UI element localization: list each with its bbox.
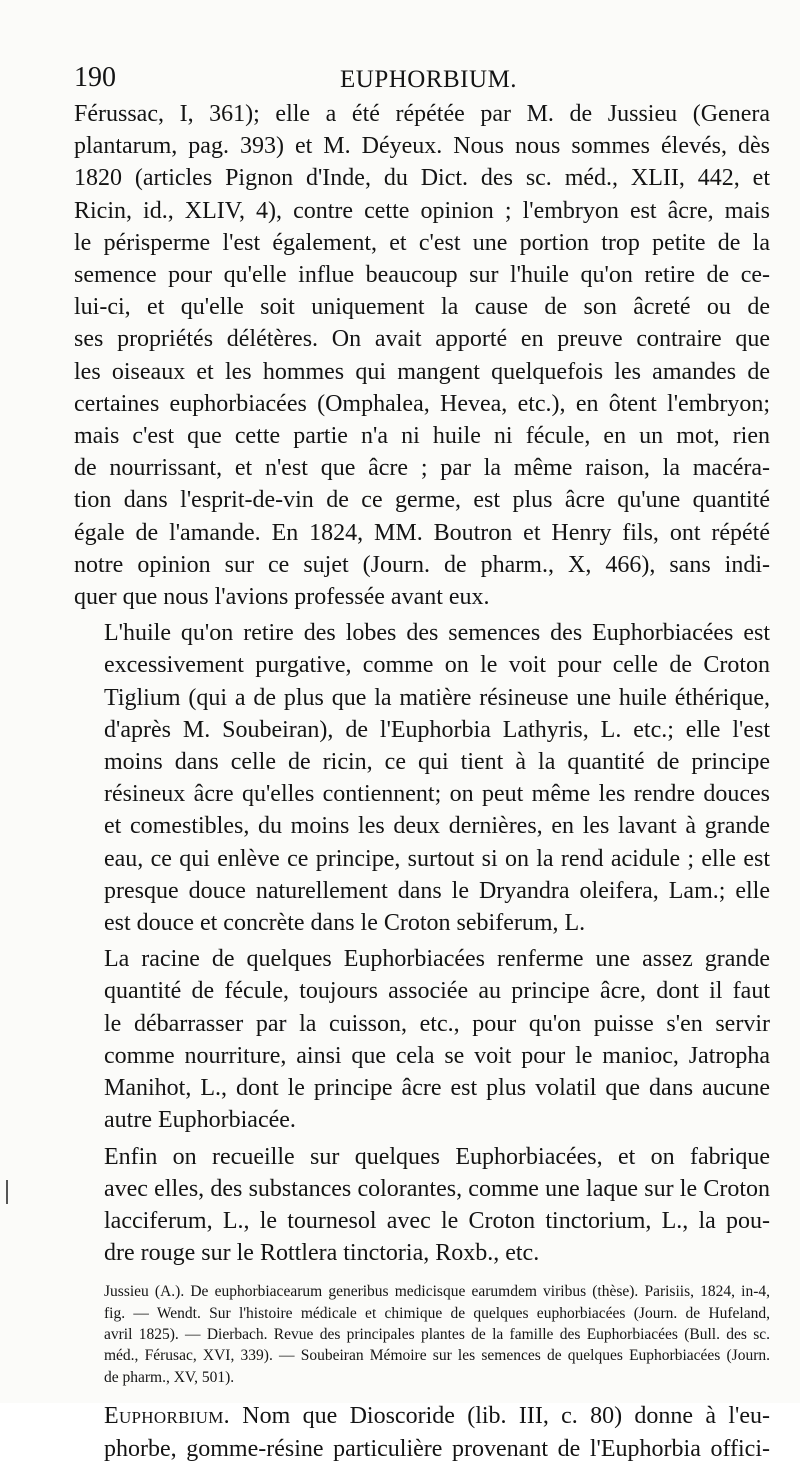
text-line: Tiglium (qui a de plus que la matière résineuse une huile éthérique, [104,684,770,711]
page-content [74,98,770,1466]
footnote-line: de pharm., XV, 501). [104,1368,235,1386]
text-line: lacciferum, L., le tournesol avec le Croton tinctorium, L., la pou- [104,1207,770,1234]
dictionary-entry [74,1400,770,1466]
text-line: plantarum, pag. 393) et M. Déyeux. Nous nous sommes élevés, dès [74,133,770,160]
text-line: eau, ce qui enlève ce principe, surtout si on la rend acidule ; elle est [104,845,770,872]
text-line: certaines euphorbiacées (Omphalea, Hevea, etc.), en ôtent l'embryon; [74,390,770,417]
text-line: le débarrasser par la cuisson, etc., pour qu'on puisse s'en servir [104,1010,770,1037]
text-line: quantité de fécule, toujours associée au principe âcre, dont il faut [104,978,770,1005]
text-line: notre opinion sur ce sujet (Journ. de pharm., X, 466), sans indi- [74,551,770,578]
text-line: dre rouge sur le Rottlera tinctoria, Roxb., etc. [104,1240,540,1267]
text-line: comme nourriture, ainsi que cela se voit pour le manioc, Jatropha [104,1042,770,1069]
text-line: phorbe, gomme-résine particulière provenant de l'Euphorbia offici- [104,1435,770,1462]
text-line: d'après M. Soubeiran), de l'Euphorbia Lathyris, L. etc.; elle l'est [104,716,770,743]
text-line: avec elles, des substances colorantes, comme une laque sur le Croton [104,1175,770,1202]
text-line: quer que nous l'avions professée avant eux. [74,584,490,611]
text-line: le périsperme l'est également, et c'est une portion trop petite de la [74,229,770,256]
footnote-line: avril 1825). — Dierbach. Revue des principales plantes de la famille des Euphorbiacées (Bull. des sc. [104,1325,770,1343]
paragraph-racine [74,943,770,1136]
entry-headword: Euphorbium. [104,1402,230,1429]
paragraph-continuation [74,98,770,613]
page-header [74,60,774,96]
text-line [74,1400,770,1433]
text-line: égale de l'amande. En 1824, MM. Boutron et Henry fils, ont répété [74,519,770,546]
text-line: les oiseaux et les hommes qui mangent quelquefois les amandes de [74,358,770,385]
entry-text: Nom que Dioscoride (lib. III, c. 80) donne à l'eu- [229,1402,770,1429]
footnote-line: méd., Férusac, XVI, 339). — Soubeiran Mémoire sur les semences de quelques Euphorbiacées (Journ. [104,1347,770,1365]
footnote-line: fig. — Wendt. Sur l'histoire médicale et chimique de quelques euphorbiacées (Journ. de Hufeland, [104,1304,770,1322]
text-line: lui-ci, et qu'elle soit uniquement la cause de son âcreté ou de [74,294,770,321]
bibliography-footnote [74,1281,770,1387]
text-line: 1820 (articles Pignon d'Inde, du Dict. des sc. méd., XLII, 442, et [74,165,770,192]
text-line: moins dans celle de ricin, ce qui tient à la quantité de principe [104,749,770,776]
running-head: EUPHORBIUM. [340,66,518,93]
text-line: résineux âcre qu'elles contiennent; on peut même les rendre douces [104,781,770,808]
text-line: est douce et concrète dans le Croton sebiferum, L. [104,910,586,937]
text-line: Férussac, I, 361); elle a été répétée par M. de Jussieu (Genera [74,101,770,127]
text-line: La racine de quelques Euphorbiacées renferme une assez grande [104,946,770,973]
text-line: de nourrissant, et n'est que âcre ; par la même raison, la macéra- [74,455,770,482]
text-line: semence pour qu'elle influe beaucoup sur l'huile qu'on retire de ce- [74,262,770,289]
text-line: et comestibles, du moins les deux dernières, en les lavant à grande [104,813,770,840]
text-line: tion dans l'esprit-de-vin de ce germe, est plus âcre qu'une quantité [74,487,770,514]
text-line: presque douce naturellement dans le Dryandra oleifera, Lam.; elle [104,877,770,904]
paragraph-enfin [74,1141,770,1270]
text-line: mais c'est que cette partie n'a ni huile ni fécule, en un mot, rien [74,423,770,450]
text-line: excessivement purgative, comme on le voit pour celle de Croton [104,652,770,679]
margin-mark [6,1180,8,1204]
footnote-line: Jussieu (A.). De euphorbiacearum generibus medicisque earumdem viribus (thèse). Parisiis, 1824, in-4, [104,1283,770,1301]
text-line: autre Euphorbiacée. [104,1107,296,1134]
text-line: Ricin, id., XLIV, 4), contre cette opinion ; l'embryon est âcre, mais [74,197,770,224]
text-line: Enfin on recueille sur quelques Euphorbiacées, et on fabrique [104,1143,770,1170]
paragraph-huile [74,617,770,939]
text-line: ses propriétés délétères. On avait apporté en preuve contraire que [74,326,770,353]
text-line: Manihot, L., dont le principe âcre est plus volatil que dans aucune [104,1075,770,1102]
page-number: 190 [74,62,116,93]
text-line: L'huile qu'on retire des lobes des semences des Euphorbiacées est [104,620,770,647]
